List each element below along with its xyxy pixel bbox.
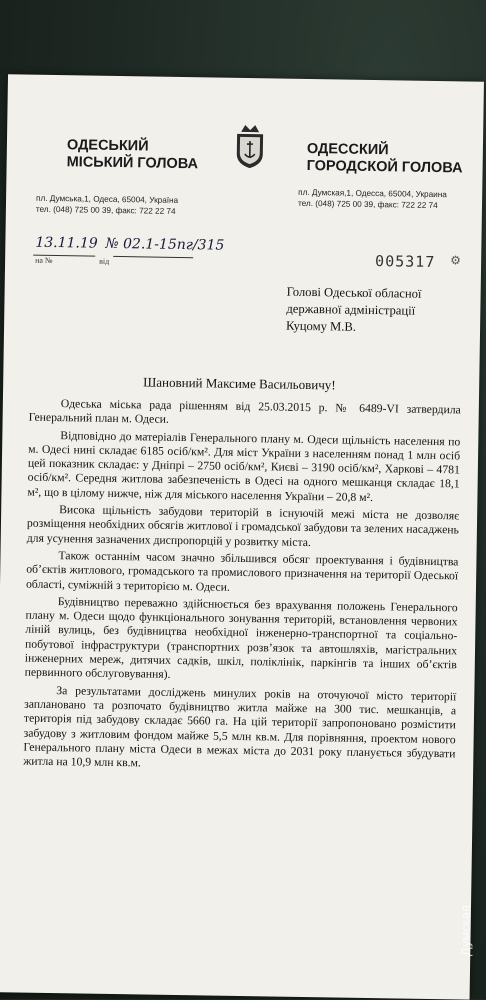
handwritten-reference-number [105,236,224,254]
letterhead-ukrainian [67,137,199,173]
number-sign: № [105,235,119,253]
body-paragraph: Висока щільність забудови територій в існуючій межі міста не дозволяє розміщення необхідних обсягів житлової і громадської забудови та зелених насаджень для усунення зазначених диспропорцій у розвитку міста. [26,503,460,549]
body-paragraph: Одеська міська рада рішенням від 25.03.2015 р. № 6489-VI затвердила Генеральний план м. Одеси. [28,397,461,427]
stamp-gear-icon: ⚙ [450,253,462,268]
body-paragraph: За результатами досліджень минулих років на оточуючої місто території заплановано та розпочато будівництво житла майже на 300 тис. мешканців, а територія під забудову складає 5660 га. На цій території запропоновано розмістити забудову з житловим фондом майже 5,5 млн кв.м. Для порівняння, проектом нового Генерального плану міста Одеси в межах міста до 2031 року планується збудувати житла на 10,9 млн кв.м. [23,683,457,770]
odesa-coat-of-arms-icon [231,122,270,171]
label-vid: від [99,256,110,266]
letterhead-ua-line1: ОДЕСЬКИЙ [66,137,149,155]
body-paragraph: Будівництво переважно здійснюється без врахування положень Генерального плану м. Одеси щодо функціонального зонування територій, встановлення червоних ліній вулиць, без будівництва необхідної інженерно-транспортної та соціально-побутової інфраструктури (транспортних розв’язок та автошляхів, магістральних інженерних мереж, дитячих садків, шкіл, поліклінік, паркінгів та інших об’єктів первинного обслуговування). [24,594,458,682]
ua-phone-line: тел. (048) 725 00 39, факс: 722 22 74 [35,204,176,216]
recipient-line3: Куцому М.В. [286,318,357,334]
registration-stamp-number: 005317 [374,252,436,271]
address-ukrainian [36,193,178,217]
recipient-line2: державної адміністрації [286,301,416,318]
letterhead-ua-line2: МІСЬКИЙ ГОЛОВА [66,154,199,173]
recipient-line1: Голові Одеської обласної [286,284,422,301]
letterhead-russian [306,141,462,177]
ua-address-line: пл. Думська,1, Одеса, 65004, Україна [36,193,179,205]
ru-phone-line: тел. (048) 725 00 39, факс: 722 22 74 [297,198,438,211]
body-paragraph: Також останнім часом значно збільшився обсяг проектування і будівництва об’єктів житлового, громадського та промислового призначення на території Одеської області, суміжній з територією м. Одеси. [25,549,459,594]
handwritten-date: 13.11.19 [35,234,98,252]
address-russian [298,187,447,211]
recipient-block [286,284,422,337]
letter-body [23,397,461,779]
reference-number: 02.1-15пг/315 [122,236,225,254]
letter-page [0,74,484,999]
site-watermark: Думская [458,905,473,957]
letterhead-ru-line1: ОДЕССКИЙ [306,140,389,159]
letterhead-ru-line2: ГОРОДСКОЙ ГОЛОВА [306,157,463,177]
ru-address-line: пл. Думская,1, Одесса, 65004, Украина [298,187,447,200]
label-no: на № [35,255,53,265]
salutation: Шановний Максиме Васильовичу! [143,374,336,393]
body-paragraph: Відповідно до матеріалів Генерального плану м. Одеси щільність населення по м. Одесі нині складає 6185 осіб/км². Для міст України з населенням понад 1 млн осіб цей показник складає: у Дніпрі – 2750 осіб/км², Києві – 3190 осіб/км², Харкові – 4781 осіб/км². Середня житлова забезпеченість в Одесі на одного мешканця складає 18,1 м², що в цілому нижче, ніж для міського населення України – 20,8 м². [27,428,461,504]
number-underline [113,256,193,258]
